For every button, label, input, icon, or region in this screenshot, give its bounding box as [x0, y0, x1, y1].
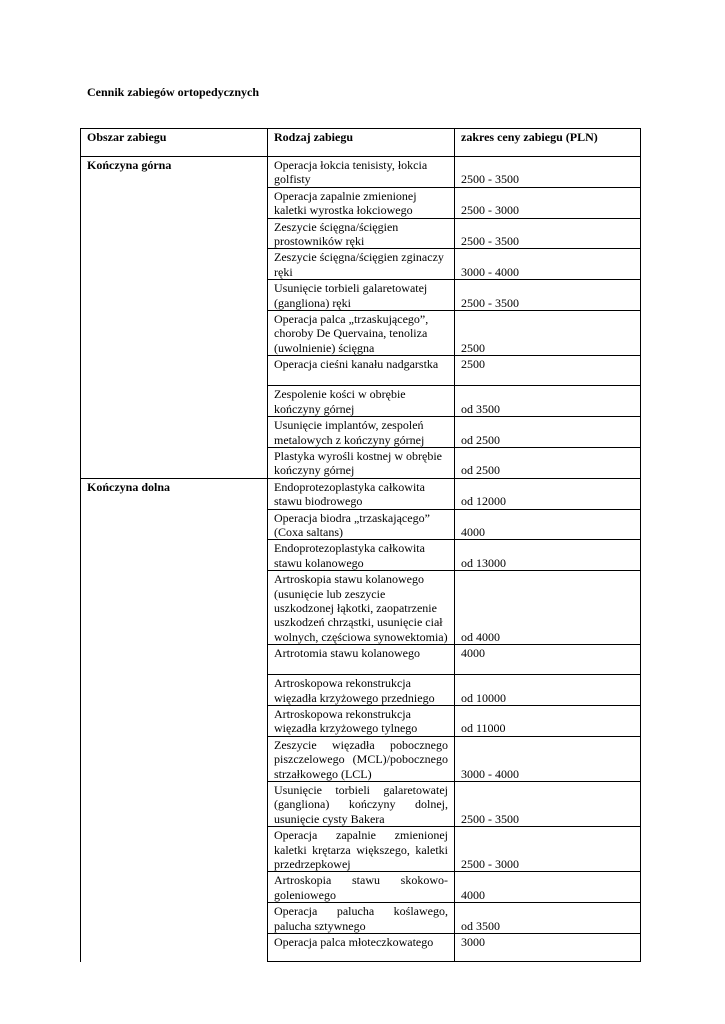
- price-cell: od 13000: [455, 540, 641, 571]
- price-cell: 3000 - 4000: [455, 249, 641, 280]
- price-cell: 4000: [455, 872, 641, 903]
- price-cell: 2500: [455, 311, 641, 356]
- price-cell: od 3500: [455, 386, 641, 417]
- area-lower-limb: Kończyna dolna: [81, 478, 268, 961]
- procedure-cell: Plastyka wyrośli kostnej w obrębie kończyny górnej: [268, 447, 455, 478]
- price-cell: 2500 - 3500: [455, 280, 641, 311]
- procedure-cell: Artroskopia stawu kolanowego (usunięcie lub zeszycie uszkodzonej łąkotki, zaopatrzenie uszkodzeń chrząstki, usunięcie ciał wolnych, częściowa synowektomia): [268, 571, 455, 645]
- procedure-cell: Operacja łokcia tenisisty, łokcia golfisty: [268, 157, 455, 188]
- price-cell: 2500 - 3500: [455, 218, 641, 249]
- procedure-cell: Artroskopowa rekonstrukcja więzadła krzyżowego przedniego: [268, 675, 455, 706]
- table-header-row: [81, 129, 641, 157]
- procedure-cell: Zeszycie więzadła pobocznego piszczelowego (MCL)/pobocznego strzałkowego (LCL): [268, 736, 455, 781]
- price-cell: 2500 - 3000: [455, 827, 641, 872]
- procedure-cell: Artrotomia stawu kolanowego: [268, 645, 455, 675]
- price-table: [80, 128, 641, 962]
- header-area: Obszar zabiegu: [81, 129, 268, 157]
- procedure-cell: Zespolenie kości w obrębie kończyny górnej: [268, 386, 455, 417]
- price-cell: 4000: [455, 645, 641, 675]
- procedure-cell: Operacja palca młoteczkowatego: [268, 934, 455, 962]
- price-cell: 4000: [455, 509, 641, 540]
- header-procedure: Rodzaj zabiegu: [268, 129, 455, 157]
- procedure-cell: Artroskopia stawu skokowo-goleniowego: [268, 872, 455, 903]
- price-cell: 2500 - 3500: [455, 157, 641, 188]
- price-cell: 3000 - 4000: [455, 736, 641, 781]
- price-cell: 2500 - 3500: [455, 782, 641, 827]
- procedure-cell: Artroskopowa rekonstrukcja więzadła krzyżowego tylnego: [268, 706, 455, 737]
- procedure-cell: Operacja zapalnie zmienionej kaletki krętarza większego, kaletki przedrzepkowej: [268, 827, 455, 872]
- area-upper-limb: Kończyna górna: [81, 157, 268, 479]
- price-cell: od 11000: [455, 706, 641, 737]
- price-cell: 2500 - 3000: [455, 187, 641, 218]
- procedure-cell: Zeszycie ścięgna/ścięgien zginaczy ręki: [268, 249, 455, 280]
- procedure-cell: Operacja palucha koślawego, palucha sztywnego: [268, 903, 455, 934]
- table-row: [81, 478, 641, 509]
- price-cell: od 4000: [455, 571, 641, 645]
- document-title: Cennik zabiegów ortopedycznych: [87, 85, 259, 99]
- procedure-cell: Usunięcie torbieli galaretowatej (gangliona) kończyny dolnej, usunięcie cysty Bakera: [268, 782, 455, 827]
- procedure-cell: Usunięcie torbieli galaretowatej (gangliona) ręki: [268, 280, 455, 311]
- price-cell: od 10000: [455, 675, 641, 706]
- price-cell: od 12000: [455, 478, 641, 509]
- procedure-cell: Operacja biodra „trzaskającego” (Coxa saltans): [268, 509, 455, 540]
- procedure-cell: Endoprotezoplastyka całkowita stawu biodrowego: [268, 478, 455, 509]
- price-cell: od 2500: [455, 417, 641, 448]
- procedure-cell: Operacja zapalnie zmienionej kaletki wyrostka łokciowego: [268, 187, 455, 218]
- price-cell: 3000: [455, 934, 641, 962]
- procedure-cell: Endoprotezoplastyka całkowita stawu kolanowego: [268, 540, 455, 571]
- price-cell: od 2500: [455, 447, 641, 478]
- price-cell: od 3500: [455, 903, 641, 934]
- procedure-cell: Zeszycie ścięgna/ścięgien prostowników ręki: [268, 218, 455, 249]
- table-row: [81, 157, 641, 188]
- procedure-cell: Operacja palca „trzaskującego”, choroby De Quervaina, tenoliza (uwolnienie) ścięgna: [268, 311, 455, 356]
- price-cell: 2500: [455, 356, 641, 386]
- procedure-cell: Usunięcie implantów, zespoleń metalowych z kończyny górnej: [268, 417, 455, 448]
- procedure-cell: Operacja cieśni kanału nadgarstka: [268, 356, 455, 386]
- header-price-range: zakres ceny zabiegu (PLN): [455, 129, 641, 157]
